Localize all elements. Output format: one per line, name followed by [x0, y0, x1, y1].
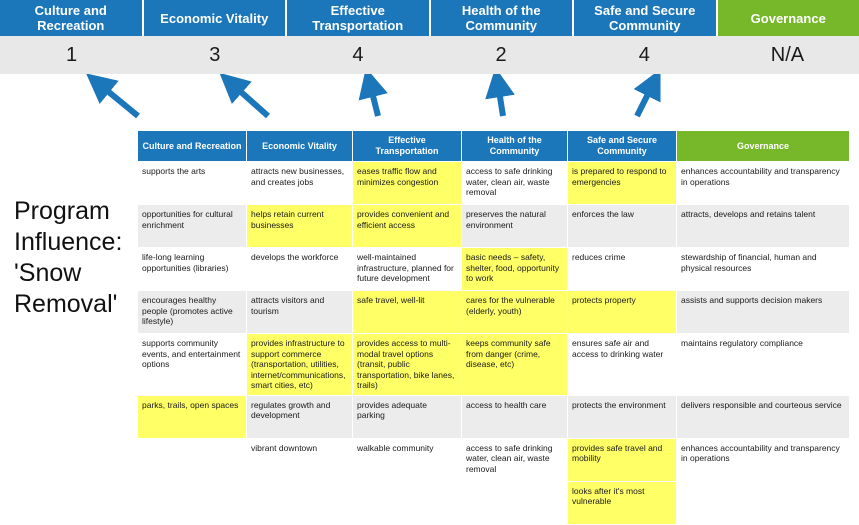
matrix-cell: stewardship of financial, human and physical resources	[677, 248, 850, 291]
matrix-cell: provides adequate parking	[353, 395, 462, 438]
matrix-header-row	[138, 131, 850, 162]
scorecard-header-safe-and-secure-community	[574, 0, 718, 36]
matrix-col-health-of-the-community: Health of the Community	[462, 131, 568, 162]
page-title: Program Influence: 'Snow Removal'	[14, 196, 134, 320]
scorecard-header-label: Economic Vitality	[160, 11, 268, 26]
scorecard-header-health-of-the-community	[431, 0, 575, 36]
strategic-results-matrix	[137, 130, 850, 525]
scorecard-header-label: Effective Transportation	[291, 3, 425, 33]
matrix-cell: protects property	[568, 291, 677, 334]
matrix-cell: opportunities for cultural enrichment	[138, 205, 247, 248]
matrix-cell	[462, 481, 568, 524]
score-effective-transportation: 4	[286, 36, 429, 74]
matrix-cell: enhances accountability and transparency in operations	[677, 162, 850, 205]
scorecard-header-effective-transportation	[287, 0, 431, 36]
matrix-cell: provides infrastructure to support commerce (transportation, utilities, internet/communications, smart cities, etc)	[247, 334, 353, 396]
matrix-cell	[138, 481, 247, 524]
table-row	[138, 205, 850, 248]
matrix-cell: looks after it's most vulnerable	[568, 481, 677, 524]
matrix-cell: maintains regulatory compliance	[677, 334, 850, 396]
table-row	[138, 395, 850, 438]
matrix-cell: ensures safe air and access to drinking water	[568, 334, 677, 396]
matrix-cell: enhances accountability and transparency in operations	[677, 438, 850, 481]
matrix-cell: provides safe travel and mobility	[568, 438, 677, 481]
matrix-cell: attracts, develops and retains talent	[677, 205, 850, 248]
scorecard-header-governance	[718, 0, 859, 36]
matrix-cell: helps retain current businesses	[247, 205, 353, 248]
scorecard-header-label: Health of the Community	[435, 3, 569, 33]
matrix-cell: enforces the law	[568, 205, 677, 248]
matrix-cell: basic needs – safety, shelter, food, opportunity to work	[462, 248, 568, 291]
matrix-cell	[138, 438, 247, 481]
matrix-col-economic-vitality: Economic Vitality	[247, 131, 353, 162]
scorecard-header-label: Culture and Recreation	[4, 3, 138, 33]
score-governance: N/A	[716, 36, 859, 74]
table-row	[138, 438, 850, 481]
matrix-cell: eases traffic flow and minimizes congestion	[353, 162, 462, 205]
arrow-to-health-of-the-community	[498, 84, 503, 116]
table-row	[138, 334, 850, 396]
arrow-to-effective-transportation	[370, 84, 378, 116]
score-economic-vitality: 3	[143, 36, 286, 74]
matrix-cell: walkable community	[353, 438, 462, 481]
matrix-cell: is prepared to respond to emergencies	[568, 162, 677, 205]
matrix-cell: attracts new businesses, and creates jobs	[247, 162, 353, 205]
matrix-cell: attracts visitors and tourism	[247, 291, 353, 334]
matrix-cell: develops the workforce	[247, 248, 353, 291]
scorecard-header-bar	[0, 0, 859, 36]
score-culture-and-recreation: 1	[0, 36, 143, 74]
table-row	[138, 481, 850, 524]
matrix-cell: access to safe drinking water, clean air, waste removal	[462, 438, 568, 481]
matrix-cell: reduces crime	[568, 248, 677, 291]
table-row	[138, 248, 850, 291]
matrix-col-governance: Governance	[677, 131, 850, 162]
matrix-cell: assists and supports decision makers	[677, 291, 850, 334]
matrix-cell: preserves the natural environment	[462, 205, 568, 248]
matrix-cell: regulates growth and development	[247, 395, 353, 438]
matrix-cell: provides access to multi-modal travel options (transit, public transportation, bike lanes, trails)	[353, 334, 462, 396]
scorecard-header-label: Governance	[751, 11, 826, 26]
arrow-to-safe-and-secure-community	[637, 84, 653, 116]
matrix-col-safe-and-secure-community: Safe and Secure Community	[568, 131, 677, 162]
matrix-cell	[353, 481, 462, 524]
matrix-cell: supports community events, and entertainment options	[138, 334, 247, 396]
matrix-cell: cares for the vulnerable (elderly, youth)	[462, 291, 568, 334]
matrix-cell	[247, 481, 353, 524]
matrix-col-effective-transportation: Effective Transportation	[353, 131, 462, 162]
matrix-cell: access to safe drinking water, clean air, waste removal	[462, 162, 568, 205]
matrix-cell: protects the environment	[568, 395, 677, 438]
matrix-cell: safe travel, well-lit	[353, 291, 462, 334]
matrix-cell: delivers responsible and courteous service	[677, 395, 850, 438]
scorecard-score-row	[0, 36, 859, 74]
matrix-cell: keeps community safe from danger (crime, disease, etc)	[462, 334, 568, 396]
arrow-group	[0, 74, 859, 130]
matrix-cell: supports the arts	[138, 162, 247, 205]
scorecard-header-label: Safe and Secure Community	[578, 3, 712, 33]
scorecard-header-culture-and-recreation	[0, 0, 144, 36]
matrix-cell	[677, 481, 850, 524]
matrix-cell: provides convenient and efficient access	[353, 205, 462, 248]
score-safe-and-secure-community: 4	[573, 36, 716, 74]
matrix-cell: vibrant downtown	[247, 438, 353, 481]
arrow-svg	[0, 74, 859, 130]
table-row	[138, 291, 850, 334]
scorecard-header-economic-vitality	[144, 0, 288, 36]
matrix-cell: well-maintained infrastructure, planned for future development	[353, 248, 462, 291]
matrix-cell: encourages healthy people (promotes active lifestyle)	[138, 291, 247, 334]
score-health-of-the-community: 2	[430, 36, 573, 74]
table-row	[138, 162, 850, 205]
matrix-cell: life-long learning opportunities (libraries)	[138, 248, 247, 291]
arrow-to-economic-vitality	[232, 84, 268, 116]
matrix-col-culture-and-recreation: Culture and Recreation	[138, 131, 247, 162]
matrix-cell: parks, trails, open spaces	[138, 395, 247, 438]
arrow-to-culture-and-recreation	[99, 84, 138, 116]
matrix-cell: access to health care	[462, 395, 568, 438]
